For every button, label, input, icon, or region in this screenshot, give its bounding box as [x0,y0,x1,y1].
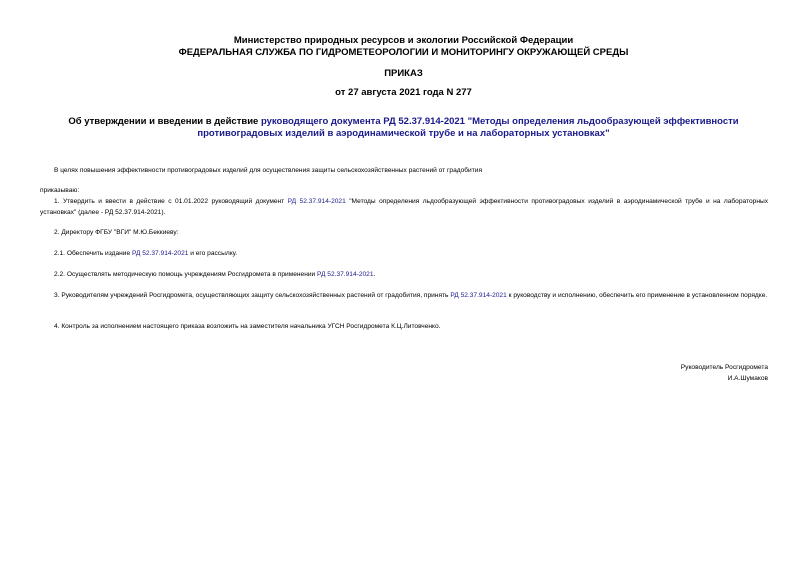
preamble-paragraph: В целях повышения эффективности противоградовых изделий для осуществления защиты сельскохозяйственных растений от градобития [54,167,483,174]
item-2-1-text-after: и его рассылку. [188,250,238,257]
item-3-paragraph [40,291,768,302]
item-2-paragraph: 2. Директору ФГБУ "ВГИ" М.Ю.Беккиеву: [54,229,179,236]
item-1-text-after: "Методы определения льдообразующей эффективности противоградовых изделий в аэродинамической трубе и на лабораторных установках" (далее - РД 52.37.914-2021). [40,198,768,216]
title-prefix: Об утверждении и введении в действие [68,116,261,127]
item-2-1-paragraph [40,249,768,260]
item-2-2-paragraph [40,270,768,281]
item-4-paragraph: 4. Контроль за исполнением настоящего приказа возложить на заместителя начальника УГСН Росгидромета К.Ц.Литовченко. [54,323,441,330]
item-1-paragraph [40,197,768,218]
title-document-link[interactable]: руководящего документа РД 52.37.914-2021 "Методы определения льдообразующей эффективности противоградовых изделий в аэродинамической трубе и на лабораторных установках" [197,116,739,139]
signature-name: И.А.Шумаков [727,375,768,382]
item-2-2-text: 2.2. Осуществлять методическую помощь учреждениям Росгидромета в применении [54,271,318,278]
item-1-text: 1. Утвердить и ввести в действие с 01.01.2022 руководящий документ [54,198,288,205]
document-title [40,116,767,140]
item-2-2-link[interactable]: РД 52.37.914-2021 [317,271,374,278]
item-2-2-text-after: . [373,271,376,278]
item-3-link[interactable]: РД 52.37.914-2021 [450,292,507,299]
item-3-text-after: к руководству и исполнению, обеспечить его применение в установленном порядке. [506,292,768,299]
date-number-heading: от 27 августа 2021 года N 277 [335,87,472,98]
doc-type-heading: ПРИКАЗ [384,68,423,79]
service-heading: ФЕДЕРАЛЬНАЯ СЛУЖБА ПО ГИДРОМЕТЕОРОЛОГИИ И МОНИТОРИНГУ ОКРУЖАЮЩЕЙ СРЕДЫ [178,47,629,58]
signature-position: Руководитель Росгидромета [680,364,768,371]
item-2-1-link[interactable]: РД 52.37.914-2021 [131,250,189,257]
order-word: приказываю: [40,187,80,194]
item-1-link[interactable]: РД 52.37.914-2021 [287,198,346,205]
ministry-heading: Министерство природных ресурсов и экологии Российской Федерации [233,35,574,46]
item-3-text: 3. Руководителям учреждений Росгидромета, осуществляющих защиту сельскохозяйственных растений от градобития, принять [54,292,451,299]
item-2-1-text: 2.1. Обеспечить издание [54,250,132,257]
